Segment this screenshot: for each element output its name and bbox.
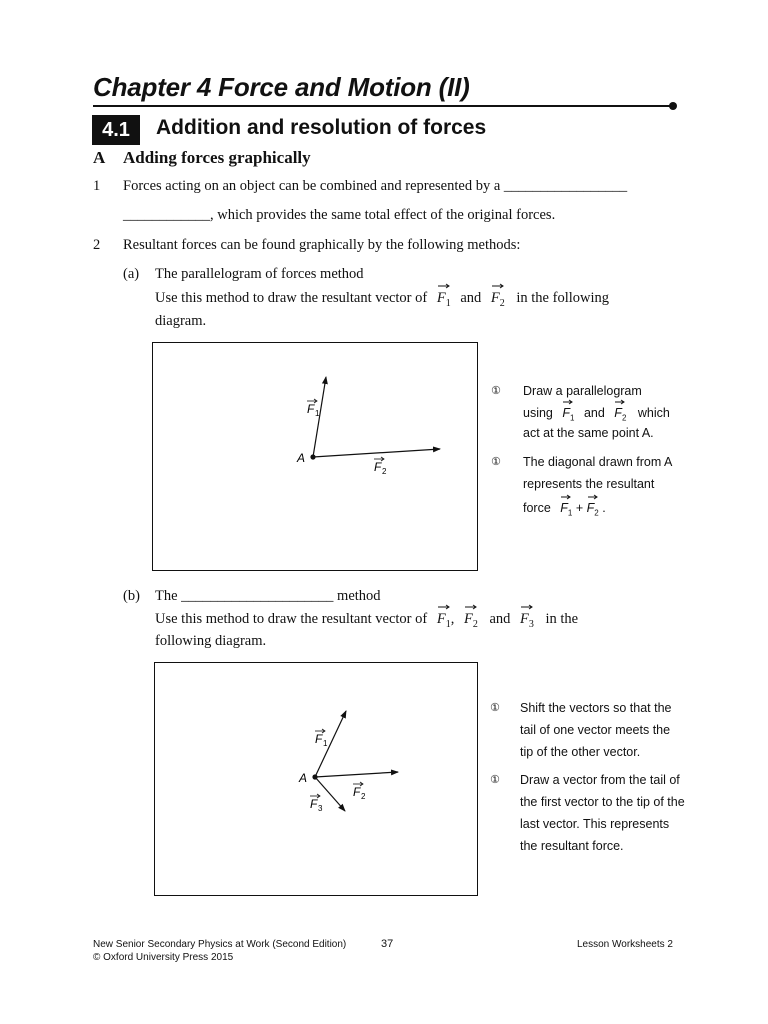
part-b-label: (b)	[123, 588, 140, 604]
diagram-b-note-2-line-3: last vector. This represents	[520, 817, 670, 831]
diagram-a-note-2-line-2: represents the resultant	[523, 477, 655, 491]
footer-page-number: 37	[381, 938, 394, 950]
diagram-b-note-2-line-1: Draw a vector from the tail of	[520, 773, 680, 787]
vector-f1-symbol: $F_1$	[437, 290, 451, 309]
part-a-instruction-post: in the following	[516, 290, 610, 306]
part-a-instruction-line-2: diagram.	[155, 313, 207, 329]
part-b-instruction: Use this method to draw the resultant vector of $F_1$, $F_2$ and $F_3$ in the	[155, 611, 578, 630]
diagram-a-note-1-line-2: using $F_1$ and $F_2$ which	[523, 406, 670, 423]
point-a-label: A	[297, 451, 306, 465]
diagram-b-note-1-line-3: tip of the other vector.	[520, 745, 641, 759]
question-1-line-1: Forces acting on an object can be combined and represented by a _________________	[123, 178, 628, 194]
note-bullet-icon: ①	[491, 384, 501, 397]
section-title: Addition and resolution of forces	[156, 116, 487, 139]
footer-series: Lesson Worksheets 2	[577, 939, 673, 950]
diagram-b-vectors	[155, 663, 477, 895]
note-vector-f1: $F_1$	[562, 406, 574, 423]
diagram-b-note-2-line-4: the resultant force.	[520, 839, 624, 853]
vector-f3-label: F	[310, 797, 318, 811]
question-1-number: 1	[93, 178, 101, 194]
section-number-badge: 4.1	[92, 115, 140, 145]
diagram-a-vectors	[153, 343, 477, 570]
point-a-label: A	[299, 771, 308, 785]
diagram-a-note-2-line-3: force $F_1$ + $F_2$ .	[523, 501, 606, 518]
diagram-b-note-1-line-1: Shift the vectors so that the	[520, 701, 672, 715]
vector-f1-subscript: 1	[323, 739, 328, 748]
point-a-dot	[310, 454, 315, 459]
vector-f2-symbol: $F_2$	[491, 290, 505, 309]
note-vector-f2: $F_2$	[614, 406, 626, 423]
chapter-title: Chapter 4 Force and Motion (II)	[93, 72, 470, 102]
diagram-b-note-1-line-2: tail of one vector meets the	[520, 723, 671, 737]
part-b-instruction-line-2: following diagram.	[155, 633, 267, 649]
diagram-b-answer-area[interactable]	[154, 662, 478, 896]
chapter-rule-end-dot	[669, 102, 677, 110]
diagram-a-note-1-line-3: act at the same point A.	[523, 426, 654, 440]
subsection-title: Adding forces graphically	[123, 148, 311, 167]
chapter-rule	[93, 105, 671, 107]
question-2-number: 2	[93, 237, 101, 253]
vector-f1-label: F	[307, 402, 315, 416]
vector-f2-label: F	[353, 785, 361, 799]
footer-copyright: © Oxford University Press 2015	[93, 952, 234, 963]
part-a-title: The parallelogram of forces method	[155, 266, 364, 282]
vector-f2-arrow	[315, 772, 398, 777]
vector-f2-subscript: 2	[361, 792, 366, 801]
part-a-label: (a)	[123, 266, 140, 282]
note-bullet-icon: ①	[490, 701, 500, 714]
note-vector-f1: $F_1$	[560, 501, 572, 518]
vector-f1-label: F	[315, 732, 323, 746]
question-2-text: Resultant forces can be found graphically by the following methods:	[123, 237, 521, 253]
vector-f1-subscript: 1	[315, 409, 320, 418]
vector-f2-label: F	[374, 460, 382, 474]
diagram-a-note-2-line-1: The diagonal drawn from A	[523, 455, 673, 469]
vector-f2-symbol: $F_2$	[464, 611, 478, 630]
vector-f2-arrow	[313, 449, 440, 457]
diagram-b-note-2-line-2: the first vector to the tip of the	[520, 795, 685, 809]
diagram-a-note-1-line-1: Draw a parallelogram	[523, 384, 642, 398]
subsection-letter: A	[93, 148, 106, 167]
point-a-dot	[312, 774, 317, 779]
part-b-title: The _____________________ method	[155, 588, 381, 604]
note-vector-f2: $F_2$	[587, 501, 599, 518]
vector-f3-symbol: $F_3$	[520, 611, 534, 630]
diagram-a-answer-area[interactable]	[152, 342, 478, 571]
vector-f3-subscript: 3	[318, 804, 323, 813]
part-a-instruction-pre: Use this method to draw the resultant vector of	[155, 290, 428, 306]
note-bullet-icon: ①	[491, 455, 501, 468]
vector-f2-subscript: 2	[382, 467, 387, 476]
note-bullet-icon: ①	[490, 773, 500, 786]
vector-f1-symbol: $F_1$	[437, 611, 451, 630]
footer-book-title: New Senior Secondary Physics at Work (Second Edition)	[93, 939, 347, 950]
part-a-and: and	[460, 290, 482, 306]
plus-sign: +	[575, 501, 584, 515]
part-a-instruction	[155, 290, 609, 309]
question-1-line-2: ____________, which provides the same total effect of the original forces.	[123, 207, 556, 223]
